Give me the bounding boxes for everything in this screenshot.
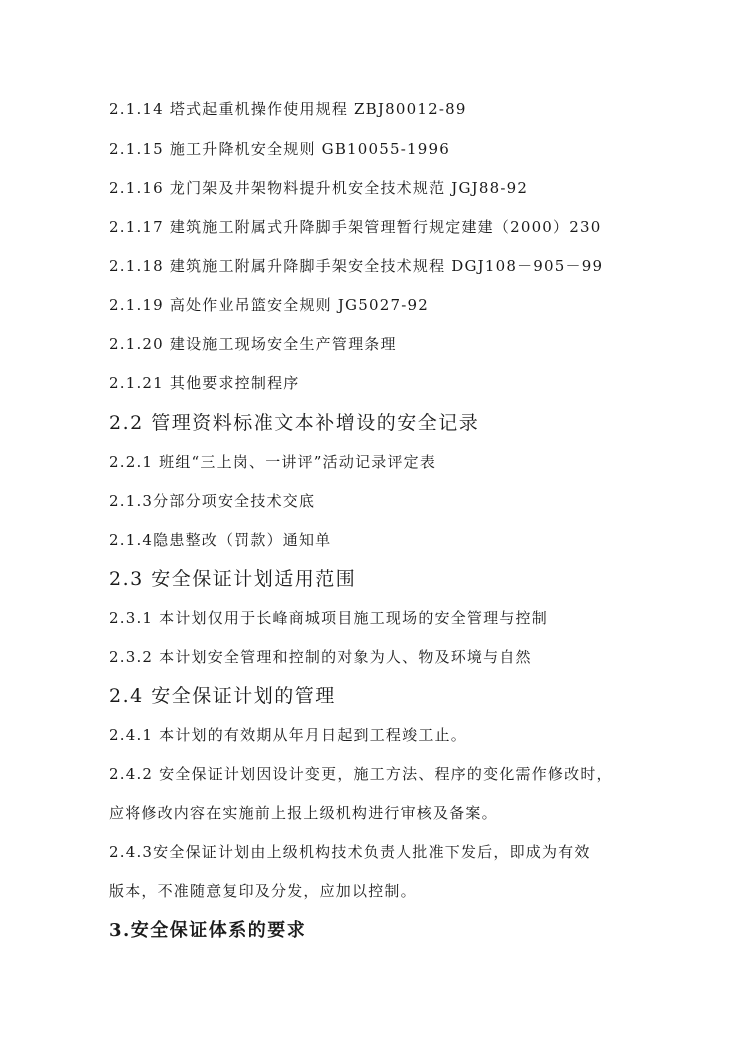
clause-2-3-1: 2.3.1 本计划仅用于长峰商城项目施工现场的安全管理与控制 <box>109 609 548 627</box>
chapter-heading-3: 3.安全保证体系的要求 <box>109 920 307 941</box>
clause-2-1-17: 2.1.17 建筑施工附属式升降脚手架管理暂行规定建建（2000）230 <box>109 218 602 236</box>
section-heading-2-3: 2.3 安全保证计划适用范围 <box>109 568 357 590</box>
clause-2-1-15: 2.1.15 施工升降机安全规则 GB10055-1996 <box>109 140 451 158</box>
clause-2-1-20: 2.1.20 建设施工现场安全生产管理条理 <box>109 335 397 353</box>
clause-2-4-3: 2.4.3安全保证计划由上级机构技术负责人批准下发后，即成为有效 <box>109 843 591 861</box>
section-heading-2-2: 2.2 管理资料标准文本补增设的安全记录 <box>109 412 480 434</box>
clause-2-4-3-continued: 版本，不准随意复印及分发，应加以控制。 <box>109 882 417 900</box>
section-heading-2-4: 2.4 安全保证计划的管理 <box>109 685 336 707</box>
clause-2-2-1: 2.2.1 班组“三上岗、一讲评”活动记录评定表 <box>109 453 437 471</box>
clause-2-4-2-continued: 应将修改内容在实施前上报上级机构进行审核及备案。 <box>109 804 498 822</box>
clause-2-1-3: 2.1.3分部分项安全技术交底 <box>109 492 316 510</box>
clause-2-3-2: 2.3.2 本计划安全管理和控制的对象为人、物及环境与自然 <box>109 648 532 666</box>
clause-2-1-14: 2.1.14 塔式起重机操作使用规程 ZBJ80012-89 <box>109 100 467 118</box>
clause-2-1-4: 2.1.4隐患整改（罚款）通知单 <box>109 531 332 549</box>
clause-2-1-19: 2.1.19 高处作业吊篮安全规则 JG5027-92 <box>109 296 429 314</box>
clause-2-1-16: 2.1.16 龙门架及井架物料提升机安全技术规范 JGJ88-92 <box>109 179 529 197</box>
clause-2-1-18: 2.1.18 建筑施工附属升降脚手架安全技术规程 DGJ108－905－99 <box>109 257 604 275</box>
clause-2-1-21: 2.1.21 其他要求控制程序 <box>109 374 300 392</box>
clause-2-4-1: 2.4.1 本计划的有效期从年月日起到工程竣工止。 <box>109 726 467 744</box>
clause-2-4-2: 2.4.2 安全保证计划因设计变更，施工方法、程序的变化需作修改时， <box>109 765 613 783</box>
